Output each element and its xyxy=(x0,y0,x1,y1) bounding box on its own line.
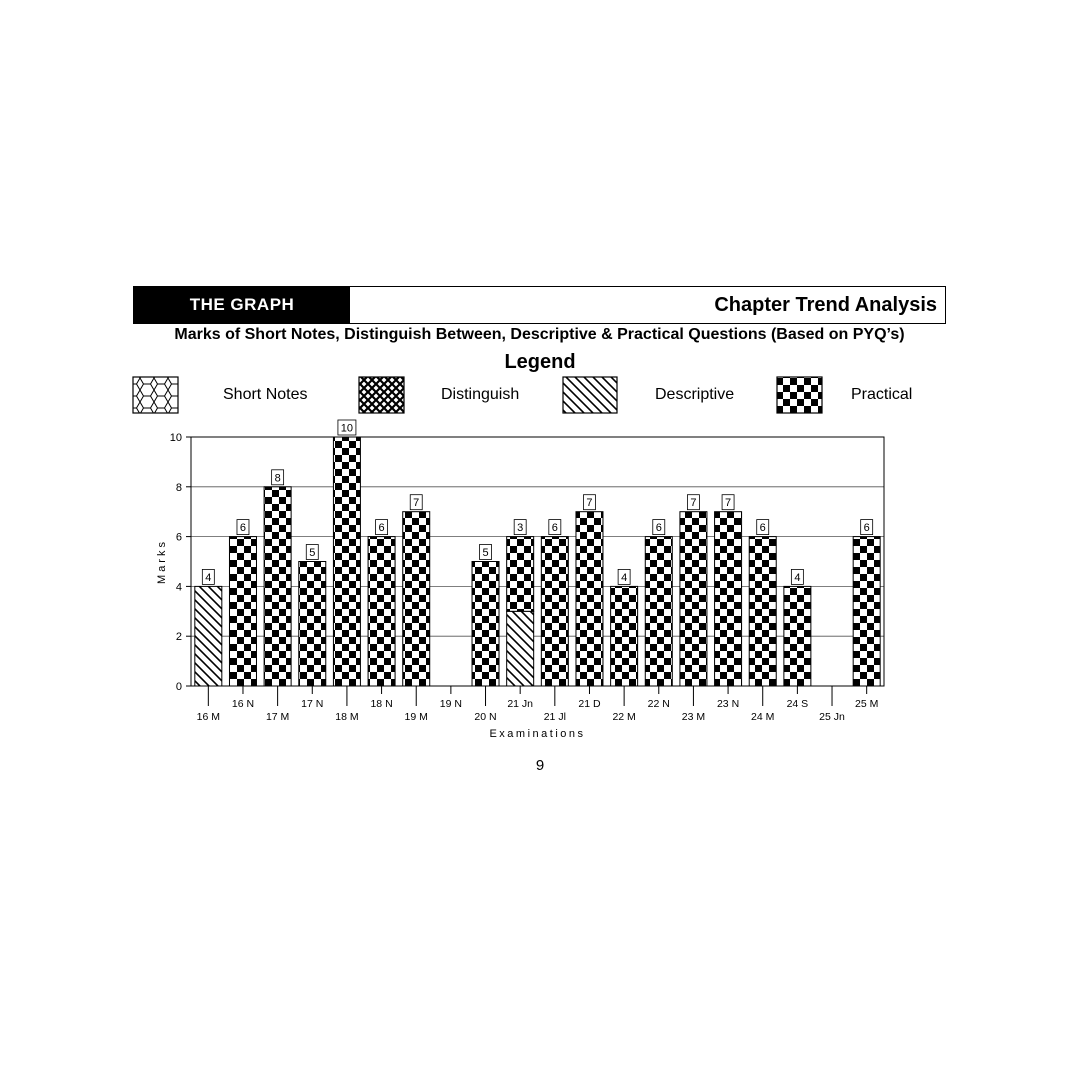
data-label: 6 xyxy=(759,522,766,535)
data-label: 4 xyxy=(205,571,212,584)
data-label: 6 xyxy=(239,522,247,535)
x-tick-label: 18 M xyxy=(335,711,359,723)
section-tag: THE GRAPH xyxy=(134,287,350,323)
x-tick-label: 21 Jl xyxy=(543,711,566,723)
legend-title: Legend xyxy=(504,351,576,373)
x-tick-label: 20 N xyxy=(474,711,497,723)
bar-practical xyxy=(645,537,672,686)
data-label: 7 xyxy=(413,497,420,510)
bar-practical xyxy=(611,586,638,686)
x-axis-label: Examinations xyxy=(489,728,586,740)
data-label: 6 xyxy=(378,522,385,535)
x-tick-label: 17 N xyxy=(301,698,324,710)
bar-practical xyxy=(333,437,360,686)
bar-practical xyxy=(576,512,603,686)
x-tick-label: 21 Jn xyxy=(507,698,534,710)
data-label: 5 xyxy=(482,547,489,559)
legend-label-distinguish: Distinguish xyxy=(441,386,520,403)
data-label: 7 xyxy=(586,497,593,510)
legend-swatch-distinguish xyxy=(359,377,404,413)
x-tick-label: 22 N xyxy=(647,698,670,710)
bar-practical xyxy=(715,512,742,686)
data-label: 6 xyxy=(655,522,662,535)
y-tick-label: 8 xyxy=(175,481,182,494)
bar-descriptive xyxy=(507,611,534,686)
data-label: 4 xyxy=(621,571,628,584)
data-label: 4 xyxy=(794,571,801,584)
data-label: 3 xyxy=(517,522,524,535)
x-tick-label: 24 M xyxy=(751,711,775,723)
legend-swatch-short-notes xyxy=(133,377,178,413)
data-label: 7 xyxy=(690,497,697,510)
bar-practical xyxy=(264,487,291,686)
x-tick-label: 21 D xyxy=(578,698,601,710)
bar-practical xyxy=(229,537,256,686)
y-axis-label: Marks xyxy=(156,539,168,584)
data-label: 6 xyxy=(551,522,558,535)
bar-practical xyxy=(472,562,499,687)
x-tick-label: 19 M xyxy=(404,711,428,723)
data-label: 10 xyxy=(340,422,354,435)
legend-label-short-notes: Short Notes xyxy=(223,386,308,403)
bar-practical xyxy=(368,537,395,686)
bar-practical xyxy=(749,537,776,686)
chapter-title: Chapter Trend Analysis xyxy=(714,293,937,316)
bar-practical xyxy=(403,512,430,686)
bar-practical xyxy=(507,537,534,612)
page-number: 9 xyxy=(535,757,545,774)
x-tick-label: 25 Jn xyxy=(819,711,845,723)
y-tick-label: 2 xyxy=(175,631,182,644)
bar-practical xyxy=(784,586,811,686)
y-tick-label: 4 xyxy=(175,581,182,594)
data-label: 5 xyxy=(309,547,316,559)
x-tick-label: 24 S xyxy=(786,698,809,710)
bar-practical xyxy=(541,537,568,686)
y-tick-label: 0 xyxy=(175,681,182,693)
x-tick-label: 18 N xyxy=(370,698,393,710)
plot-area xyxy=(156,420,884,740)
bar-practical xyxy=(680,512,707,686)
data-label: 6 xyxy=(863,522,870,535)
legend-label-practical: Practical xyxy=(851,386,913,403)
chart-subtitle: Marks of Short Notes, Distinguish Between, Descriptive & Practical Questions (Based on PYQ’s) xyxy=(174,326,905,343)
data-label: 7 xyxy=(725,497,732,510)
legend-swatch-descriptive xyxy=(563,377,617,413)
y-tick-label: 10 xyxy=(169,432,182,444)
x-tick-label: 19 N xyxy=(439,698,462,710)
y-tick-label: 6 xyxy=(175,531,182,544)
x-tick-label: 23 N xyxy=(716,698,740,710)
legend-label-descriptive: Descriptive xyxy=(655,386,735,403)
x-tick-label: 25 M xyxy=(855,698,879,710)
bar-practical xyxy=(299,562,326,687)
x-tick-label: 22 M xyxy=(612,711,636,723)
x-tick-label: 23 M xyxy=(681,711,706,723)
legend-swatch-practical xyxy=(777,377,822,413)
bar-practical xyxy=(853,537,880,686)
data-label: 8 xyxy=(274,472,281,485)
bar-descriptive xyxy=(195,586,222,686)
x-tick-label: 16 N xyxy=(231,698,255,710)
x-tick-label: 16 M xyxy=(196,711,220,723)
plot-frame xyxy=(191,437,884,686)
x-tick-label: 17 M xyxy=(265,711,290,723)
